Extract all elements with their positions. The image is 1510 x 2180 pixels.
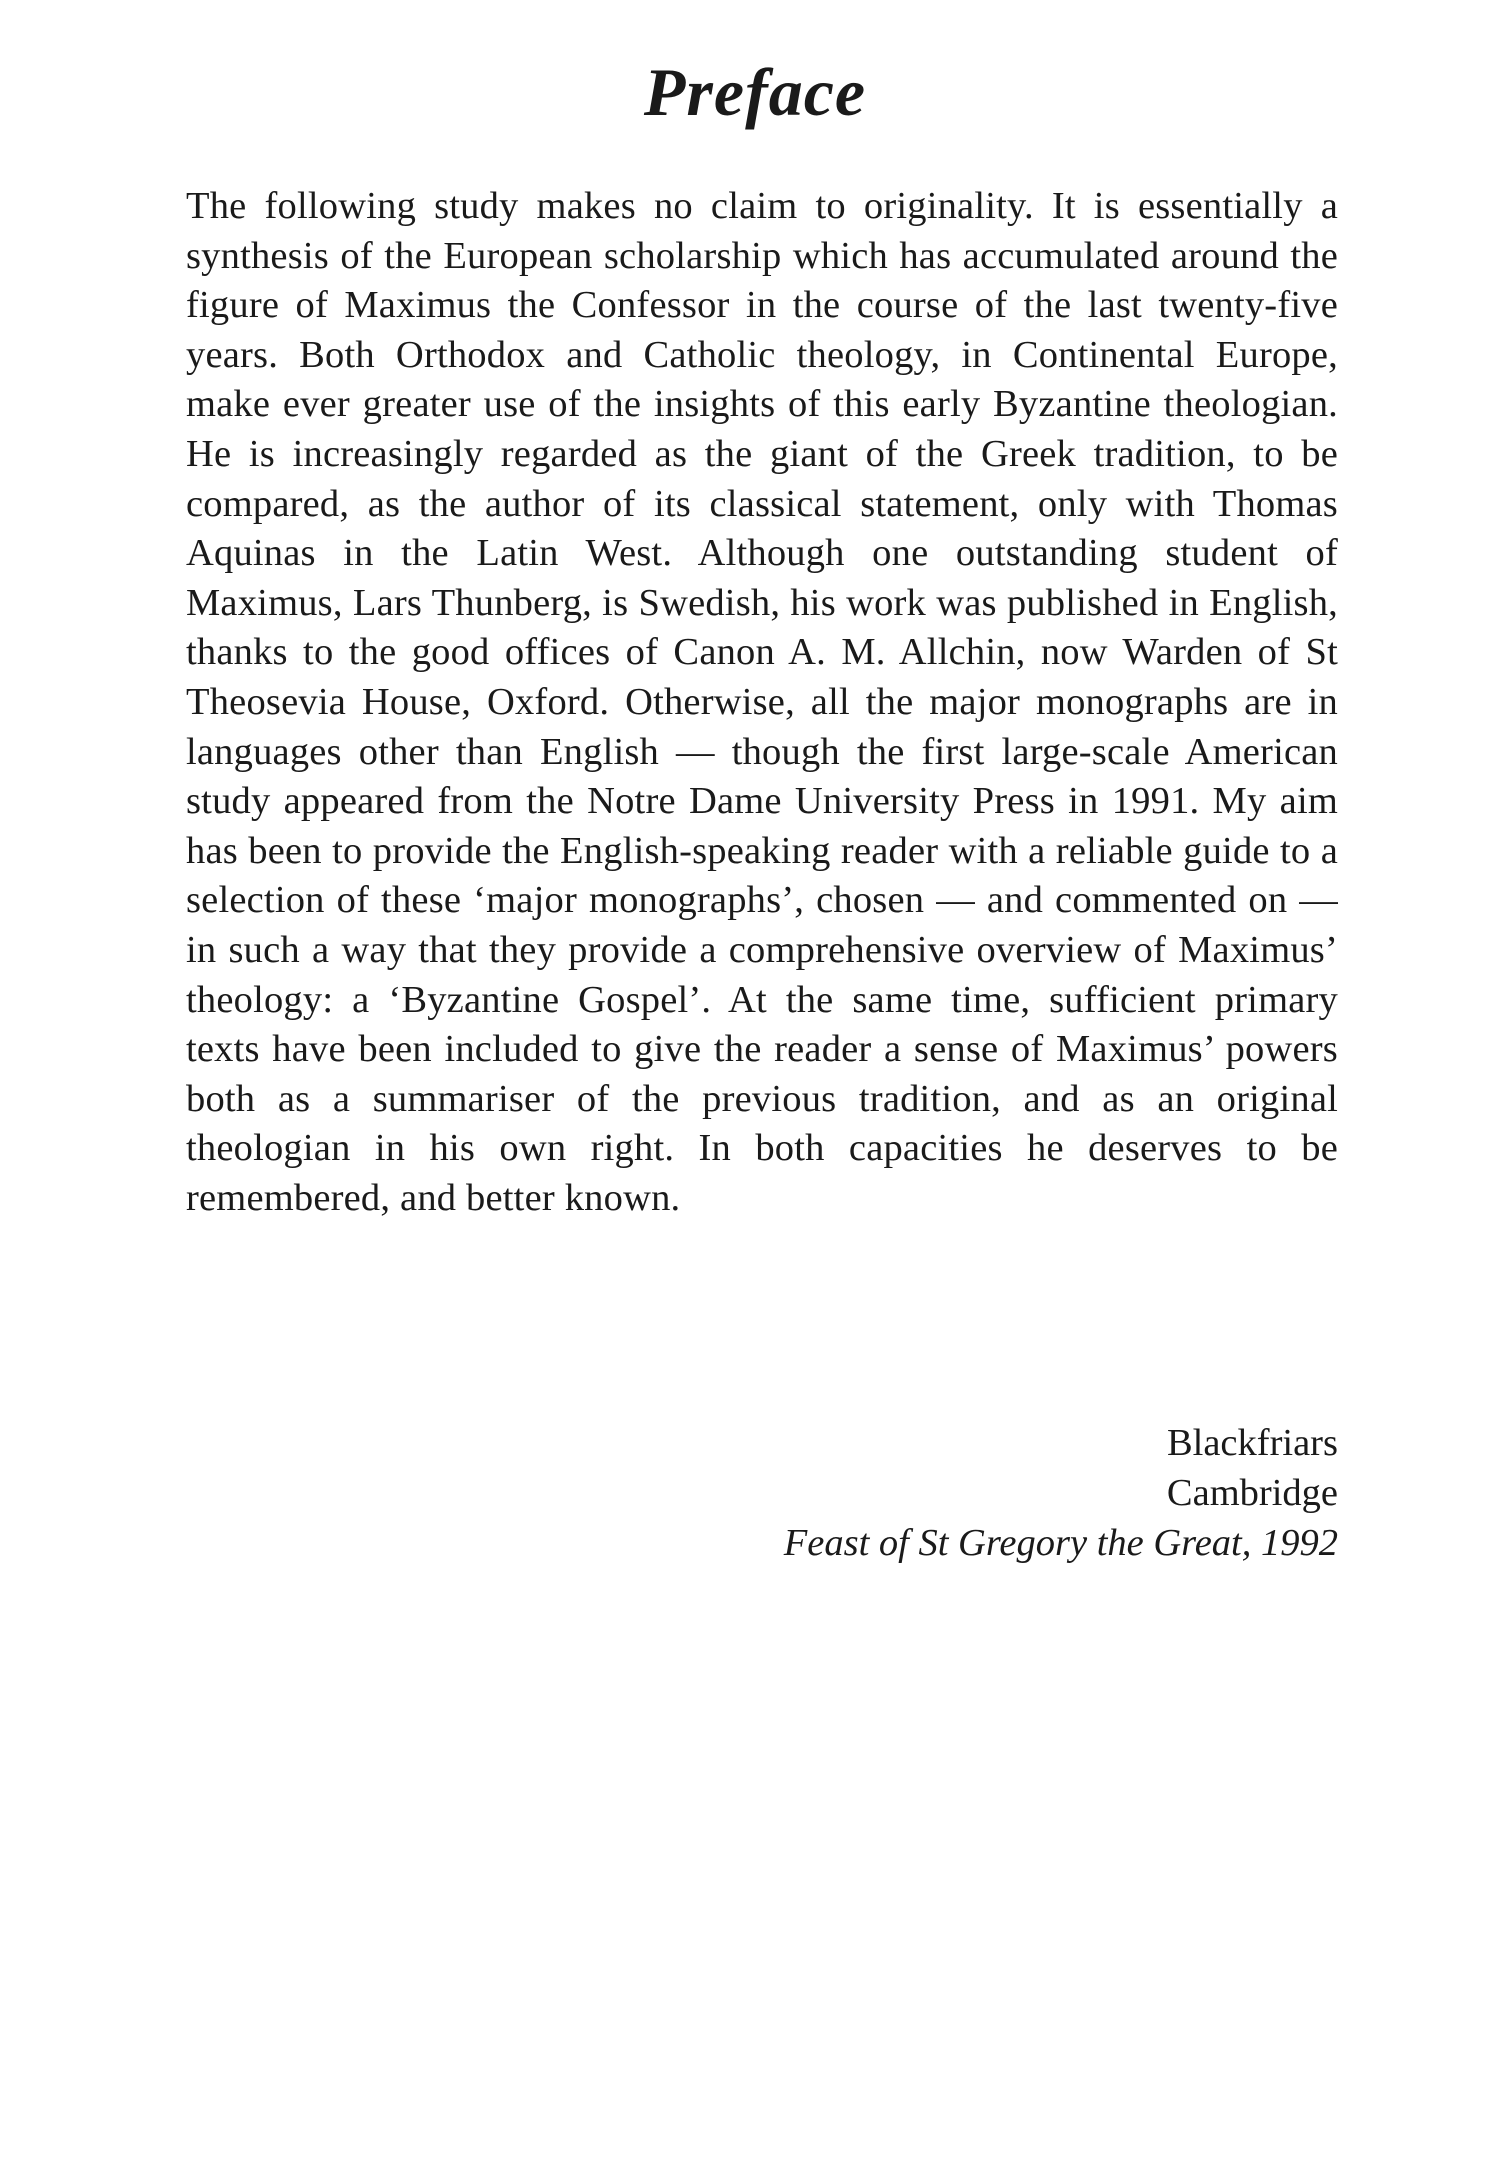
signoff <box>186 1418 1338 1568</box>
signoff-city: Cambridge <box>1166 1472 1338 1514</box>
signoff-place: Blackfriars <box>1166 1422 1338 1464</box>
preface-body: The following study makes no claim to originality. It is essentially a synthesis of the European scholarship which has accumulated around the figure of Maximus the Confessor in the course of the last twenty-five years. Both Orthodox and Catholic theology, in Continental Europe, make ever greater use of the insights of this early Byzantine theologian. He is increasingly regarded as the giant of the Greek tradition, to be compared, as the author of its classical statement, only with Thomas Aquinas in the Latin West. Although one outstanding student of Maximus, Lars Thunberg, is Swedish, his work was published in English, thanks to the good offices of Canon A. M. Allchin, now Warden of St Theosevia House, Oxford. Otherwise, all the major monographs are in languages other than English — though the first large-scale American study appeared from the Notre Dame University Press in 1991. My aim has been to provide the English-speaking reader with a reliable guide to a selection of these ‘major monographs’, chosen — and commented on — in such a way that they provide a comprehensive overview of Maximus’ theology: a ‘Byzantine Gospel’. At the same time, sufficient primary texts have been included to give the reader a sense of Maximus’ powers both as a summariser of the previous tradition, and as an original theologian in his own right. In both capacities he deserves to be remembered, and better known. <box>186 185 1338 1219</box>
page-title: Preface <box>643 54 867 130</box>
signoff-date: Feast of St Gregory the Great, 1992 <box>783 1522 1338 1564</box>
